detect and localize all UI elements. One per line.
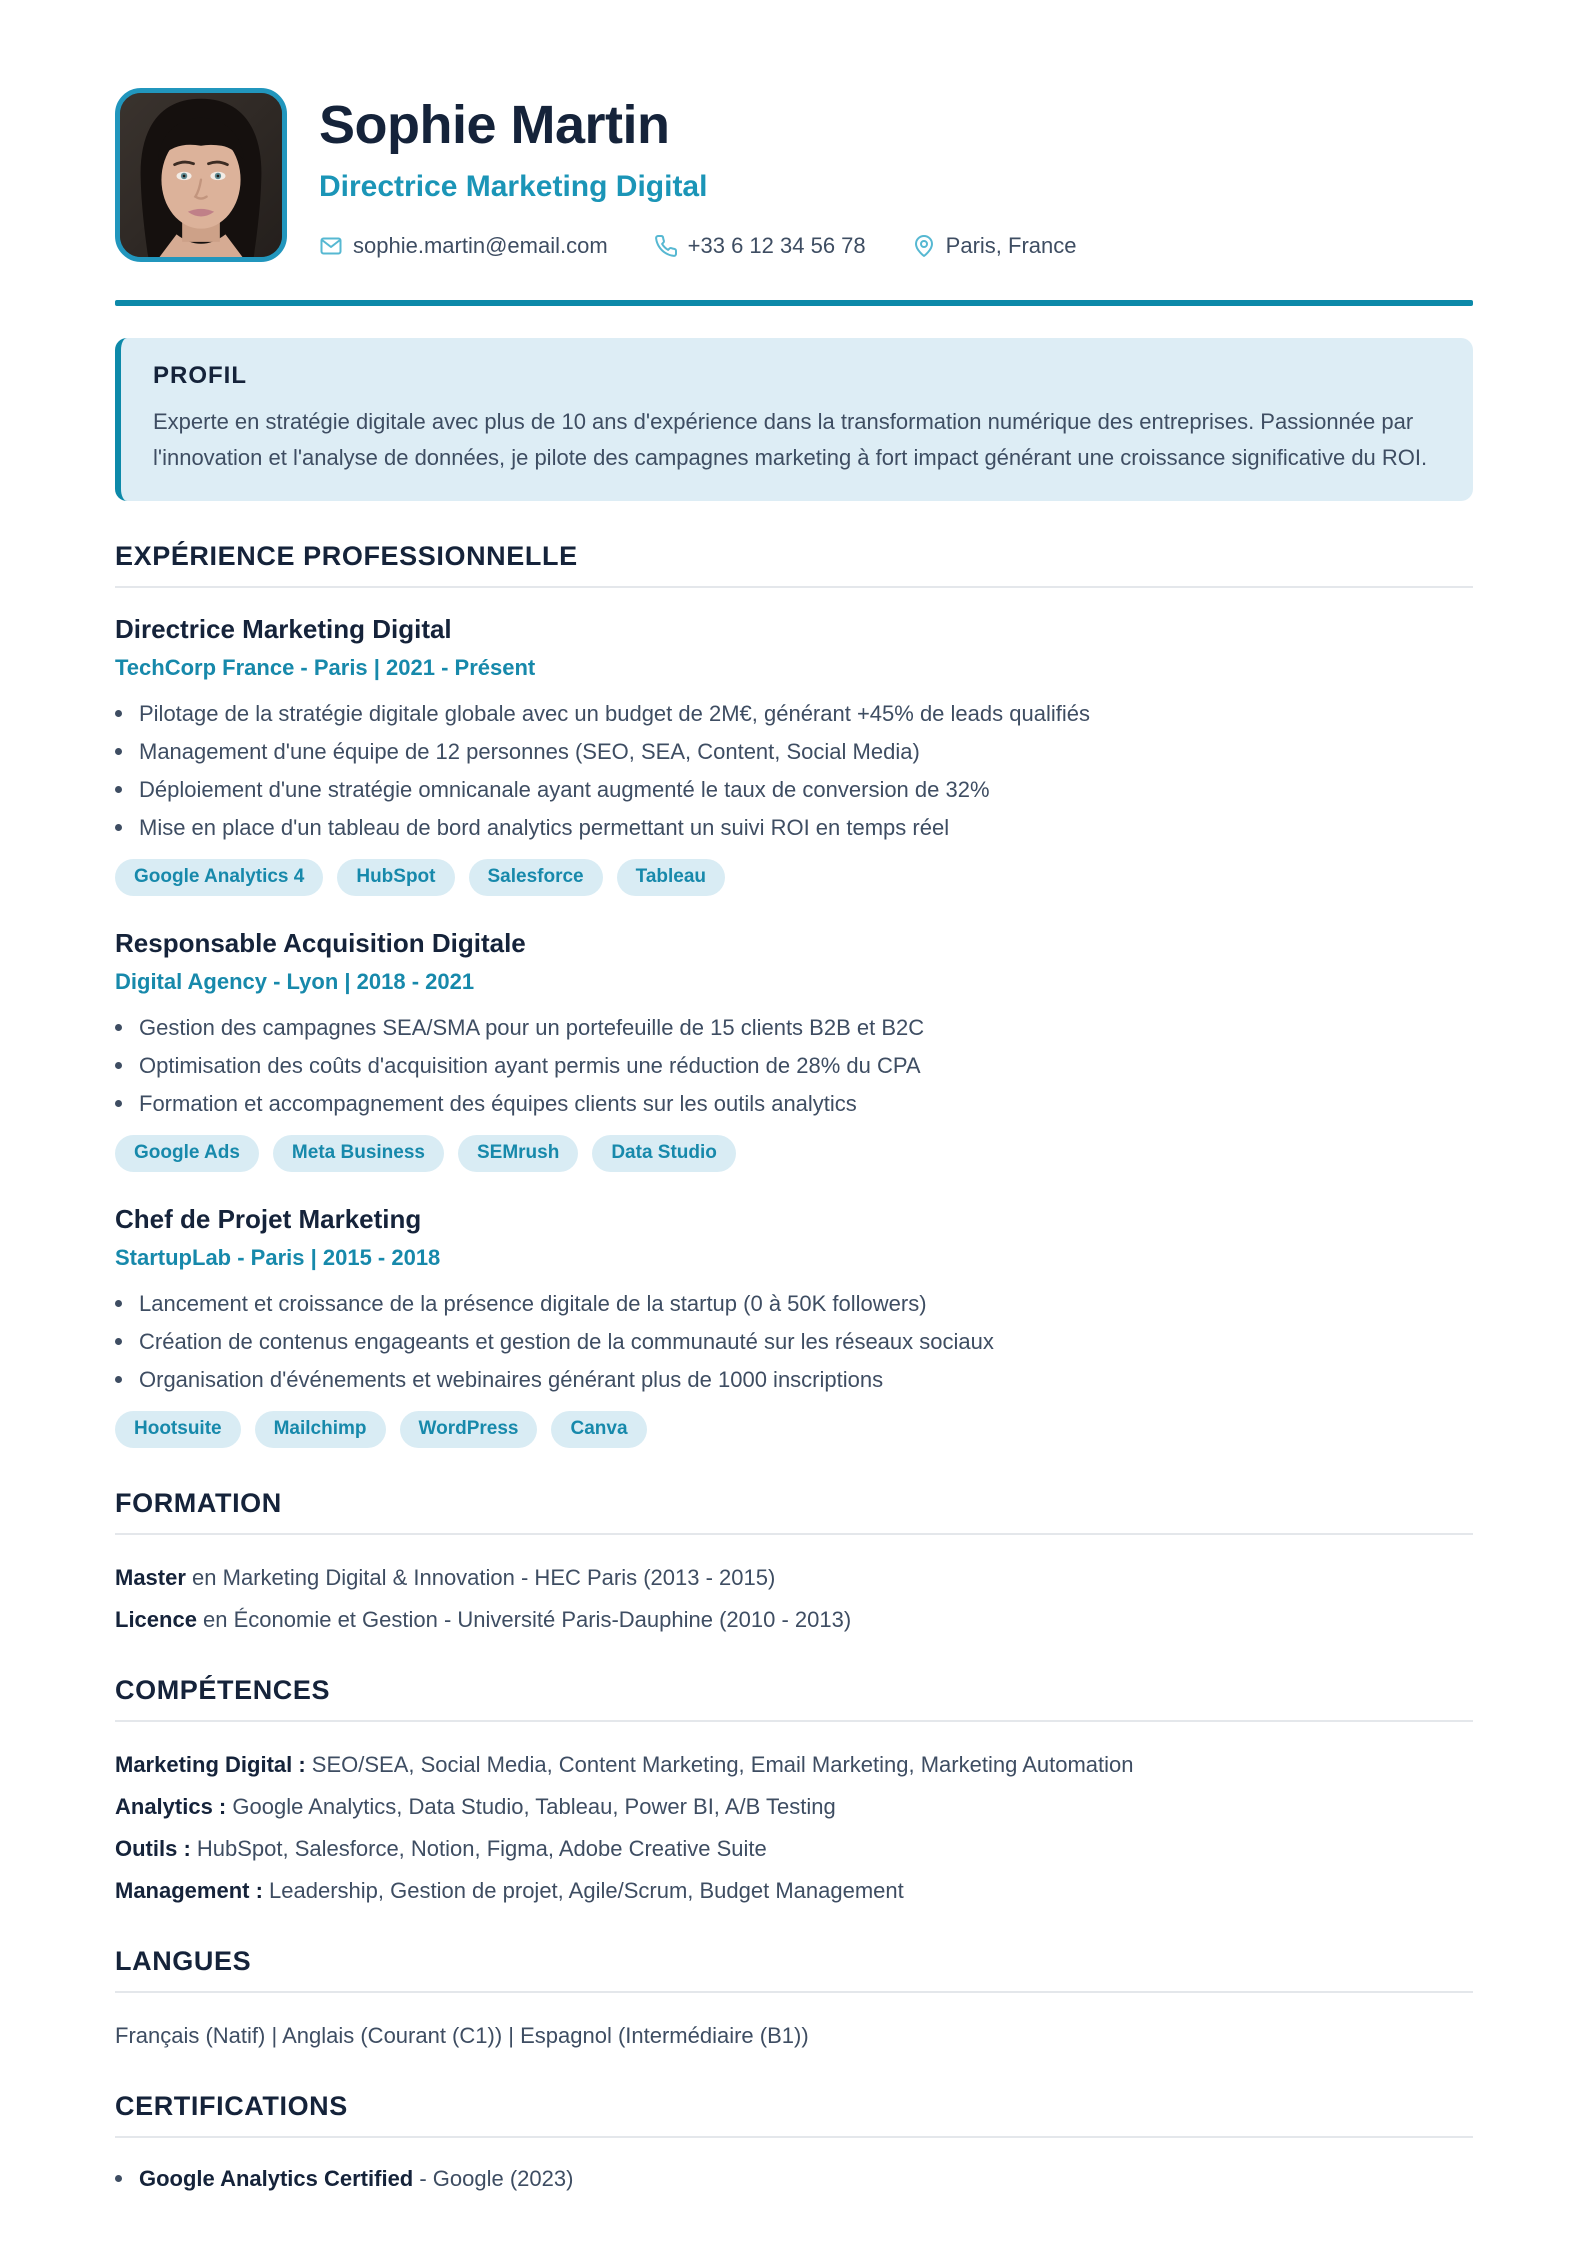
skill-tag: Google Ads bbox=[115, 1135, 259, 1172]
job-title: Chef de Projet Marketing bbox=[115, 1204, 422, 1235]
skill-tag: Hootsuite bbox=[115, 1411, 241, 1448]
phone-icon bbox=[654, 234, 678, 258]
skill-tag: Mailchimp bbox=[255, 1411, 386, 1448]
competences-heading: COMPÉTENCES bbox=[115, 1675, 1473, 1722]
skill-tag: Google Analytics 4 bbox=[115, 859, 323, 896]
profile-text: Experte en stratégie digitale avec plus de 10 ans d'expérience dans la transformation numérique des entreprises. Passionnée par l'innovation et l'analyse de données, je pilote des campagnes marketing à fort impact générant une croissance significative du ROI. bbox=[153, 409, 1428, 470]
resume-header bbox=[115, 88, 1473, 262]
location-pin-icon bbox=[912, 234, 936, 258]
bullet-text: Lancement et croissance de la présence digitale de la startup (0 à 50K followers) bbox=[139, 1291, 927, 1317]
bullet-text: Formation et accompagnement des équipes clients sur les outils analytics bbox=[139, 1091, 857, 1117]
bullet-text: Optimisation des coûts d'acquisition ayant permis une réduction de 28% du CPA bbox=[139, 1053, 921, 1079]
competence-value: Leadership, Gestion de projet, Agile/Scrum, Budget Management bbox=[262, 1877, 904, 1903]
bullet-text: Gestion des campagnes SEA/SMA pour un portefeuille de 15 clients B2B et B2C bbox=[139, 1015, 925, 1041]
bullet-dot bbox=[115, 2175, 122, 2182]
contact-row bbox=[319, 233, 1076, 259]
job-bullet bbox=[115, 1009, 1473, 1047]
skill-tag: SEMrush bbox=[458, 1135, 578, 1172]
competence-value: HubSpot, Salesforce, Notion, Figma, Adobe Creative Suite bbox=[190, 1835, 767, 1861]
portrait-illustration bbox=[120, 93, 282, 257]
email-text: sophie.martin@email.com bbox=[353, 233, 608, 259]
certification-detail: - Google (2023) bbox=[413, 2165, 574, 2191]
skill-tag: HubSpot bbox=[337, 859, 454, 896]
competence-value: SEO/SEA, Social Media, Content Marketing, Email Marketing, Marketing Automation bbox=[305, 1751, 1134, 1777]
job-bullets bbox=[115, 1009, 1473, 1123]
bullet-dot bbox=[115, 824, 122, 831]
certification-text bbox=[139, 2160, 573, 2198]
job-title: Responsable Acquisition Digitale bbox=[115, 928, 526, 959]
phone-text: +33 6 12 34 56 78 bbox=[687, 233, 866, 259]
contact-email bbox=[319, 233, 608, 259]
skill-tag: Data Studio bbox=[592, 1135, 736, 1172]
skill-tag: WordPress bbox=[400, 1411, 538, 1448]
bullet-text: Management d'une équipe de 12 personnes (SEO, SEA, Content, Social Media) bbox=[139, 739, 920, 765]
competence-value: Google Analytics, Data Studio, Tableau, Power BI, A/B Testing bbox=[226, 1793, 836, 1819]
candidate-job-title: Directrice Marketing Digital bbox=[319, 170, 708, 204]
mail-icon bbox=[319, 234, 343, 258]
degree-detail: en Économie et Gestion - Université Paris-Dauphine (2010 - 2013) bbox=[196, 1606, 852, 1632]
job-skill-tags bbox=[115, 859, 1473, 896]
profile-photo bbox=[115, 88, 287, 262]
langues-heading: LANGUES bbox=[115, 1946, 1473, 1993]
competence-item bbox=[115, 1828, 1473, 1870]
job-entry bbox=[115, 928, 1473, 1172]
contact-location bbox=[912, 233, 1077, 259]
bullet-dot bbox=[115, 786, 122, 793]
formation-item bbox=[115, 1599, 1473, 1641]
job-company-dates: TechCorp France - Paris | 2021 - Présent bbox=[115, 655, 536, 681]
competences-items bbox=[115, 1744, 1473, 1912]
job-bullet bbox=[115, 1323, 1473, 1361]
certification-name: Google Analytics Certified bbox=[139, 2165, 414, 2191]
experience-heading: EXPÉRIENCE PROFESSIONNELLE bbox=[115, 541, 1473, 588]
certifications-heading: CERTIFICATIONS bbox=[115, 2091, 1473, 2138]
competence-item bbox=[115, 1786, 1473, 1828]
degree-name: Licence bbox=[115, 1606, 197, 1632]
bullet-dot bbox=[115, 1024, 122, 1031]
bullet-dot bbox=[115, 1300, 122, 1307]
competences-section bbox=[115, 1675, 1473, 1912]
job-bullet bbox=[115, 1285, 1473, 1323]
formation-heading: FORMATION bbox=[115, 1488, 1473, 1535]
job-title: Directrice Marketing Digital bbox=[115, 614, 452, 645]
degree-detail: en Marketing Digital & Innovation - HEC Paris (2013 - 2015) bbox=[185, 1564, 776, 1590]
certification-items bbox=[115, 2160, 1473, 2198]
bullet-text: Création de contenus engageants et gestion de la communauté sur les réseaux sociaux bbox=[139, 1329, 994, 1355]
degree-name: Master bbox=[115, 1564, 186, 1590]
langues-text: Français (Natif) | Anglais (Courant (C1)) | Espagnol (Intermédiaire (B1)) bbox=[115, 2022, 809, 2048]
competence-item bbox=[115, 1744, 1473, 1786]
competence-label: Analytics : bbox=[115, 1793, 227, 1819]
job-bullets bbox=[115, 695, 1473, 847]
bullet-dot bbox=[115, 1062, 122, 1069]
job-bullets bbox=[115, 1285, 1473, 1399]
competence-label: Marketing Digital : bbox=[115, 1751, 306, 1777]
bullet-text: Mise en place d'un tableau de bord analytics permettant un suivi ROI en temps réel bbox=[139, 815, 950, 841]
competence-label: Outils : bbox=[115, 1835, 191, 1861]
formation-item bbox=[115, 1557, 1473, 1599]
skill-tag: Tableau bbox=[617, 859, 725, 896]
job-skill-tags bbox=[115, 1135, 1473, 1172]
skill-tag: Salesforce bbox=[469, 859, 603, 896]
job-bullet bbox=[115, 733, 1473, 771]
job-skill-tags bbox=[115, 1411, 1473, 1448]
job-entry bbox=[115, 1204, 1473, 1448]
header-identity bbox=[319, 88, 1076, 259]
job-entry bbox=[115, 614, 1473, 896]
job-company-dates: Digital Agency - Lyon | 2018 - 2021 bbox=[115, 969, 475, 995]
bullet-dot bbox=[115, 1376, 122, 1383]
certifications-section bbox=[115, 2091, 1473, 2198]
competence-label: Management : bbox=[115, 1877, 263, 1903]
bullet-dot bbox=[115, 1338, 122, 1345]
experience-section bbox=[115, 541, 1473, 1448]
bullet-dot bbox=[115, 710, 122, 717]
profile-heading: PROFIL bbox=[153, 362, 247, 389]
formation-section bbox=[115, 1488, 1473, 1641]
bullet-text: Déploiement d'une stratégie omnicanale ayant augmenté le taux de conversion de 32% bbox=[139, 777, 990, 803]
job-company-dates: StartupLab - Paris | 2015 - 2018 bbox=[115, 1245, 441, 1271]
job-bullet bbox=[115, 771, 1473, 809]
certification-item bbox=[115, 2160, 1473, 2198]
bullet-dot bbox=[115, 748, 122, 755]
candidate-name: Sophie Martin bbox=[319, 95, 670, 155]
competence-item bbox=[115, 1870, 1473, 1912]
header-divider bbox=[115, 300, 1473, 306]
formation-items bbox=[115, 1557, 1473, 1641]
job-bullet bbox=[115, 1047, 1473, 1085]
bullet-text: Pilotage de la stratégie digitale globale avec un budget de 2M€, générant +45% de leads qualifiés bbox=[139, 701, 1090, 727]
skill-tag: Canva bbox=[551, 1411, 646, 1448]
job-bullet bbox=[115, 1085, 1473, 1123]
location-text: Paris, France bbox=[945, 233, 1077, 259]
langues-section bbox=[115, 1946, 1473, 2057]
skill-tag: Meta Business bbox=[273, 1135, 444, 1172]
contact-phone bbox=[654, 233, 866, 259]
bullet-text: Organisation d'événements et webinaires générant plus de 1000 inscriptions bbox=[139, 1367, 884, 1393]
job-bullet bbox=[115, 1361, 1473, 1399]
bullet-dot bbox=[115, 1100, 122, 1107]
profile-section bbox=[115, 338, 1473, 501]
job-bullet bbox=[115, 809, 1473, 847]
job-bullet bbox=[115, 695, 1473, 733]
